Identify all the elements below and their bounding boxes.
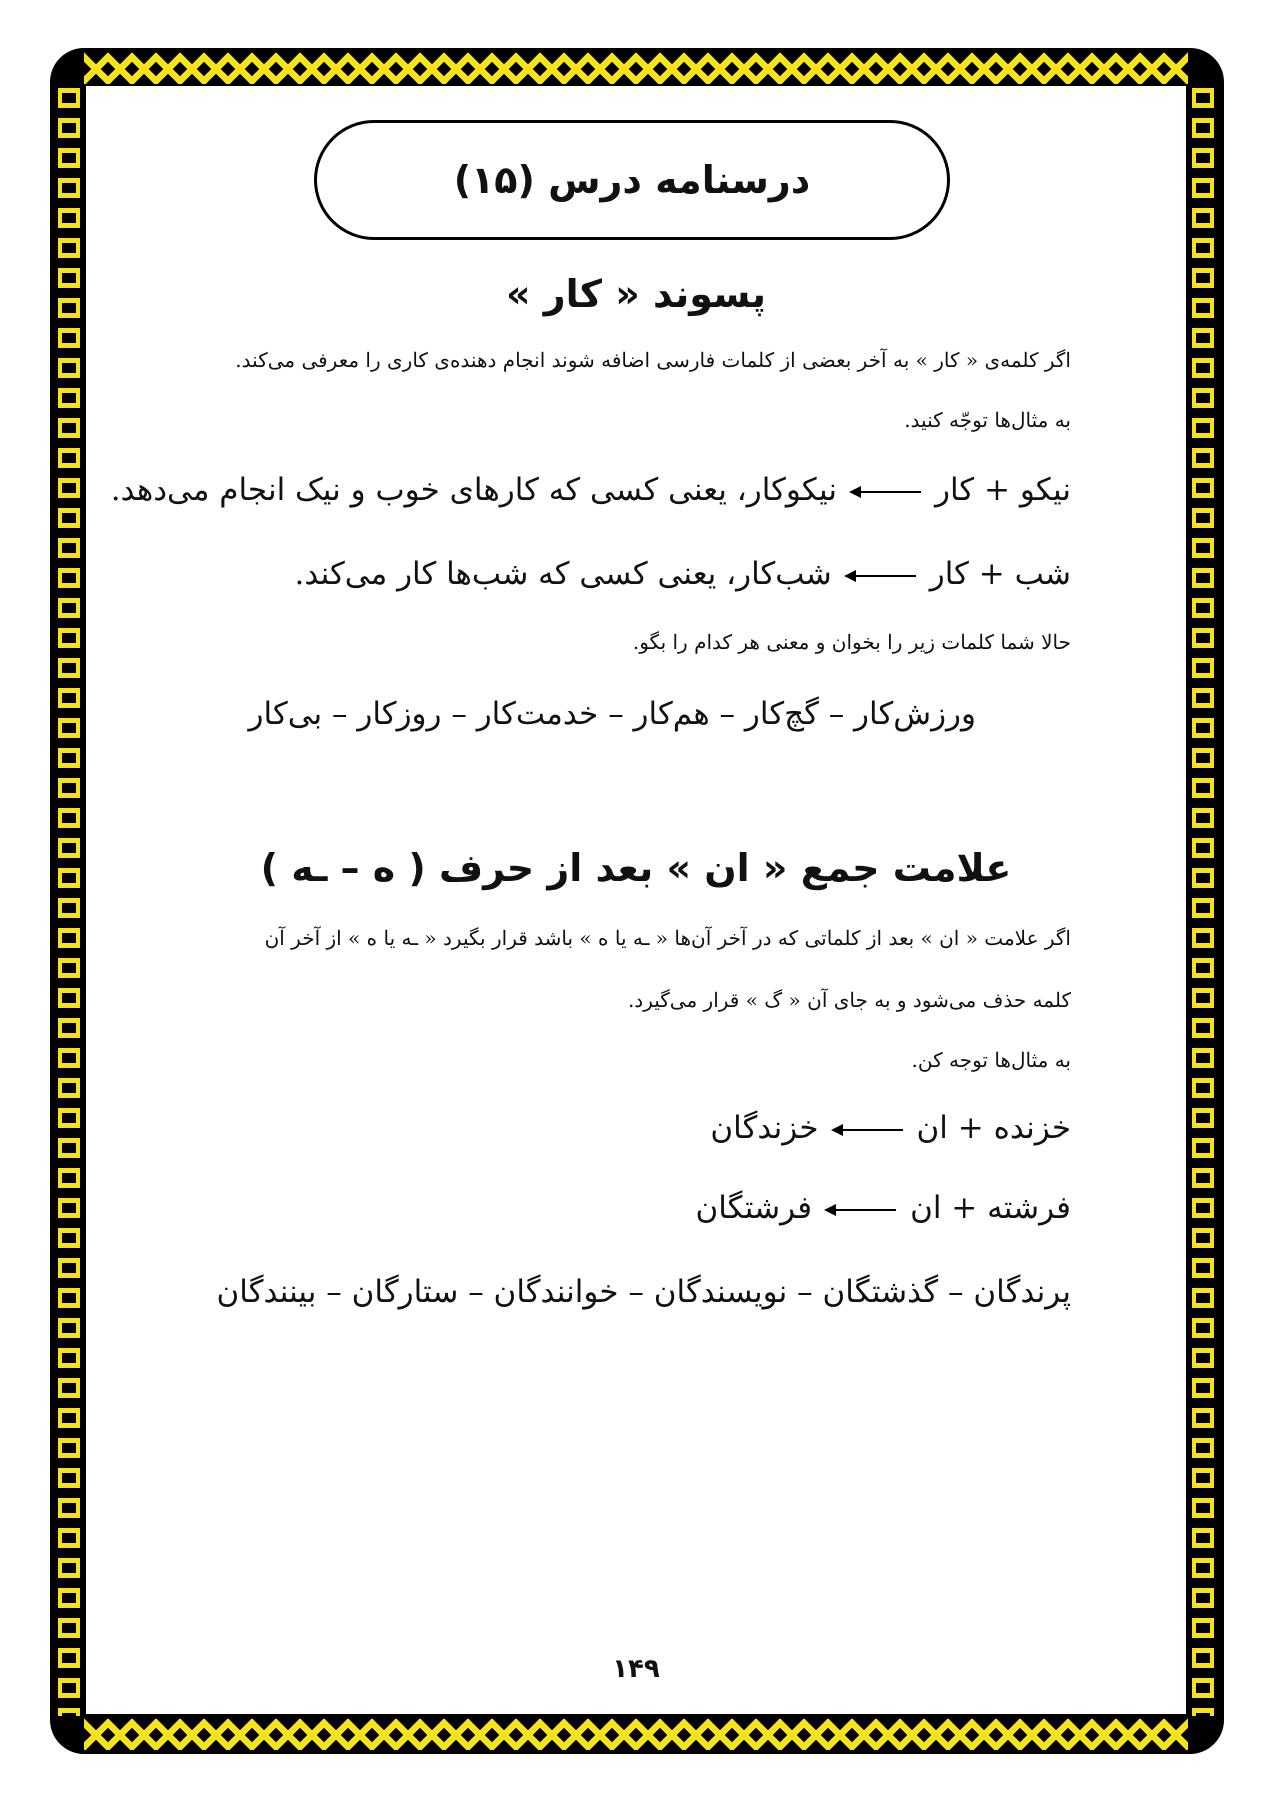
example1-result: نیکوکار، یعنی کسی که کارهای خوب و نیک انجام می‌دهد. (110, 472, 838, 508)
title-box (314, 120, 950, 240)
page-title: درسنامه درس (۱۵) (453, 158, 811, 202)
arrow-icon (851, 491, 921, 493)
section2-example2 (695, 1190, 1071, 1226)
section2-intro-line2: کلمه حذف می‌شود و به جای آن « گ » قرار می‌گیرد. (627, 988, 1071, 1012)
section2-note: به مثال‌ها توجه کن. (911, 1048, 1071, 1072)
section1-task: حالا شما کلمات زیر را بخوان و معنی هر کدام را بگو. (632, 630, 1071, 654)
arrow-icon (833, 1129, 903, 1131)
section1-heading: پسوند « کار » (505, 272, 766, 316)
example1-base: خزنده + ان (916, 1110, 1071, 1146)
frame-border-left (52, 84, 86, 1716)
frame-border-bottom (84, 1716, 1188, 1750)
page-content (86, 86, 1186, 1714)
example2-base: شب + کار (929, 556, 1071, 592)
section2-words: پرندگان – گذشتگان – نویسندگان – خوانندگان – ستارگان – بینندگان (216, 1274, 1071, 1310)
page-number: ۱۴۹ (612, 1654, 660, 1684)
section1-example2 (111, 556, 1071, 592)
example2-result: شب‌کار، یعنی کسی که شب‌ها کار می‌کند. (294, 556, 832, 592)
frame-border-right (1186, 84, 1220, 1716)
example1-result: خزندگان (710, 1110, 819, 1146)
example2-result: فرشتگان (695, 1190, 813, 1226)
section1-example1 (111, 472, 1071, 508)
section1-intro: اگر کلمه‌ی « کار » به آخر بعضی از کلمات فارسی اضافه شوند انجام دهنده‌ی کاری را معرفی می‌کند. (235, 348, 1071, 372)
section2-example1 (710, 1110, 1071, 1146)
arrow-icon (846, 575, 916, 577)
section2-heading: علامت جمع « ان » بعد از حرف ( ه – ـه ) (260, 846, 1012, 890)
section2-intro-line1: اگر علامت « ان » بعد از کلماتی که در آخر آن‌ها « ـه یا ه » باشد قرار بگیرد « ـه یا ه » از آخر آن (264, 926, 1071, 950)
arrow-icon (826, 1209, 896, 1211)
section1-words: ورزش‌کار – گچ‌کار – هم‌کار – خدمت‌کار – روزکار – بی‌کار (248, 696, 976, 732)
example2-base: فرشته + ان (910, 1190, 1071, 1226)
section1-note: به مثال‌ها توجّه کنید. (904, 408, 1071, 432)
frame-border-top (84, 50, 1188, 84)
example1-base: نیکو + کار (935, 472, 1071, 508)
